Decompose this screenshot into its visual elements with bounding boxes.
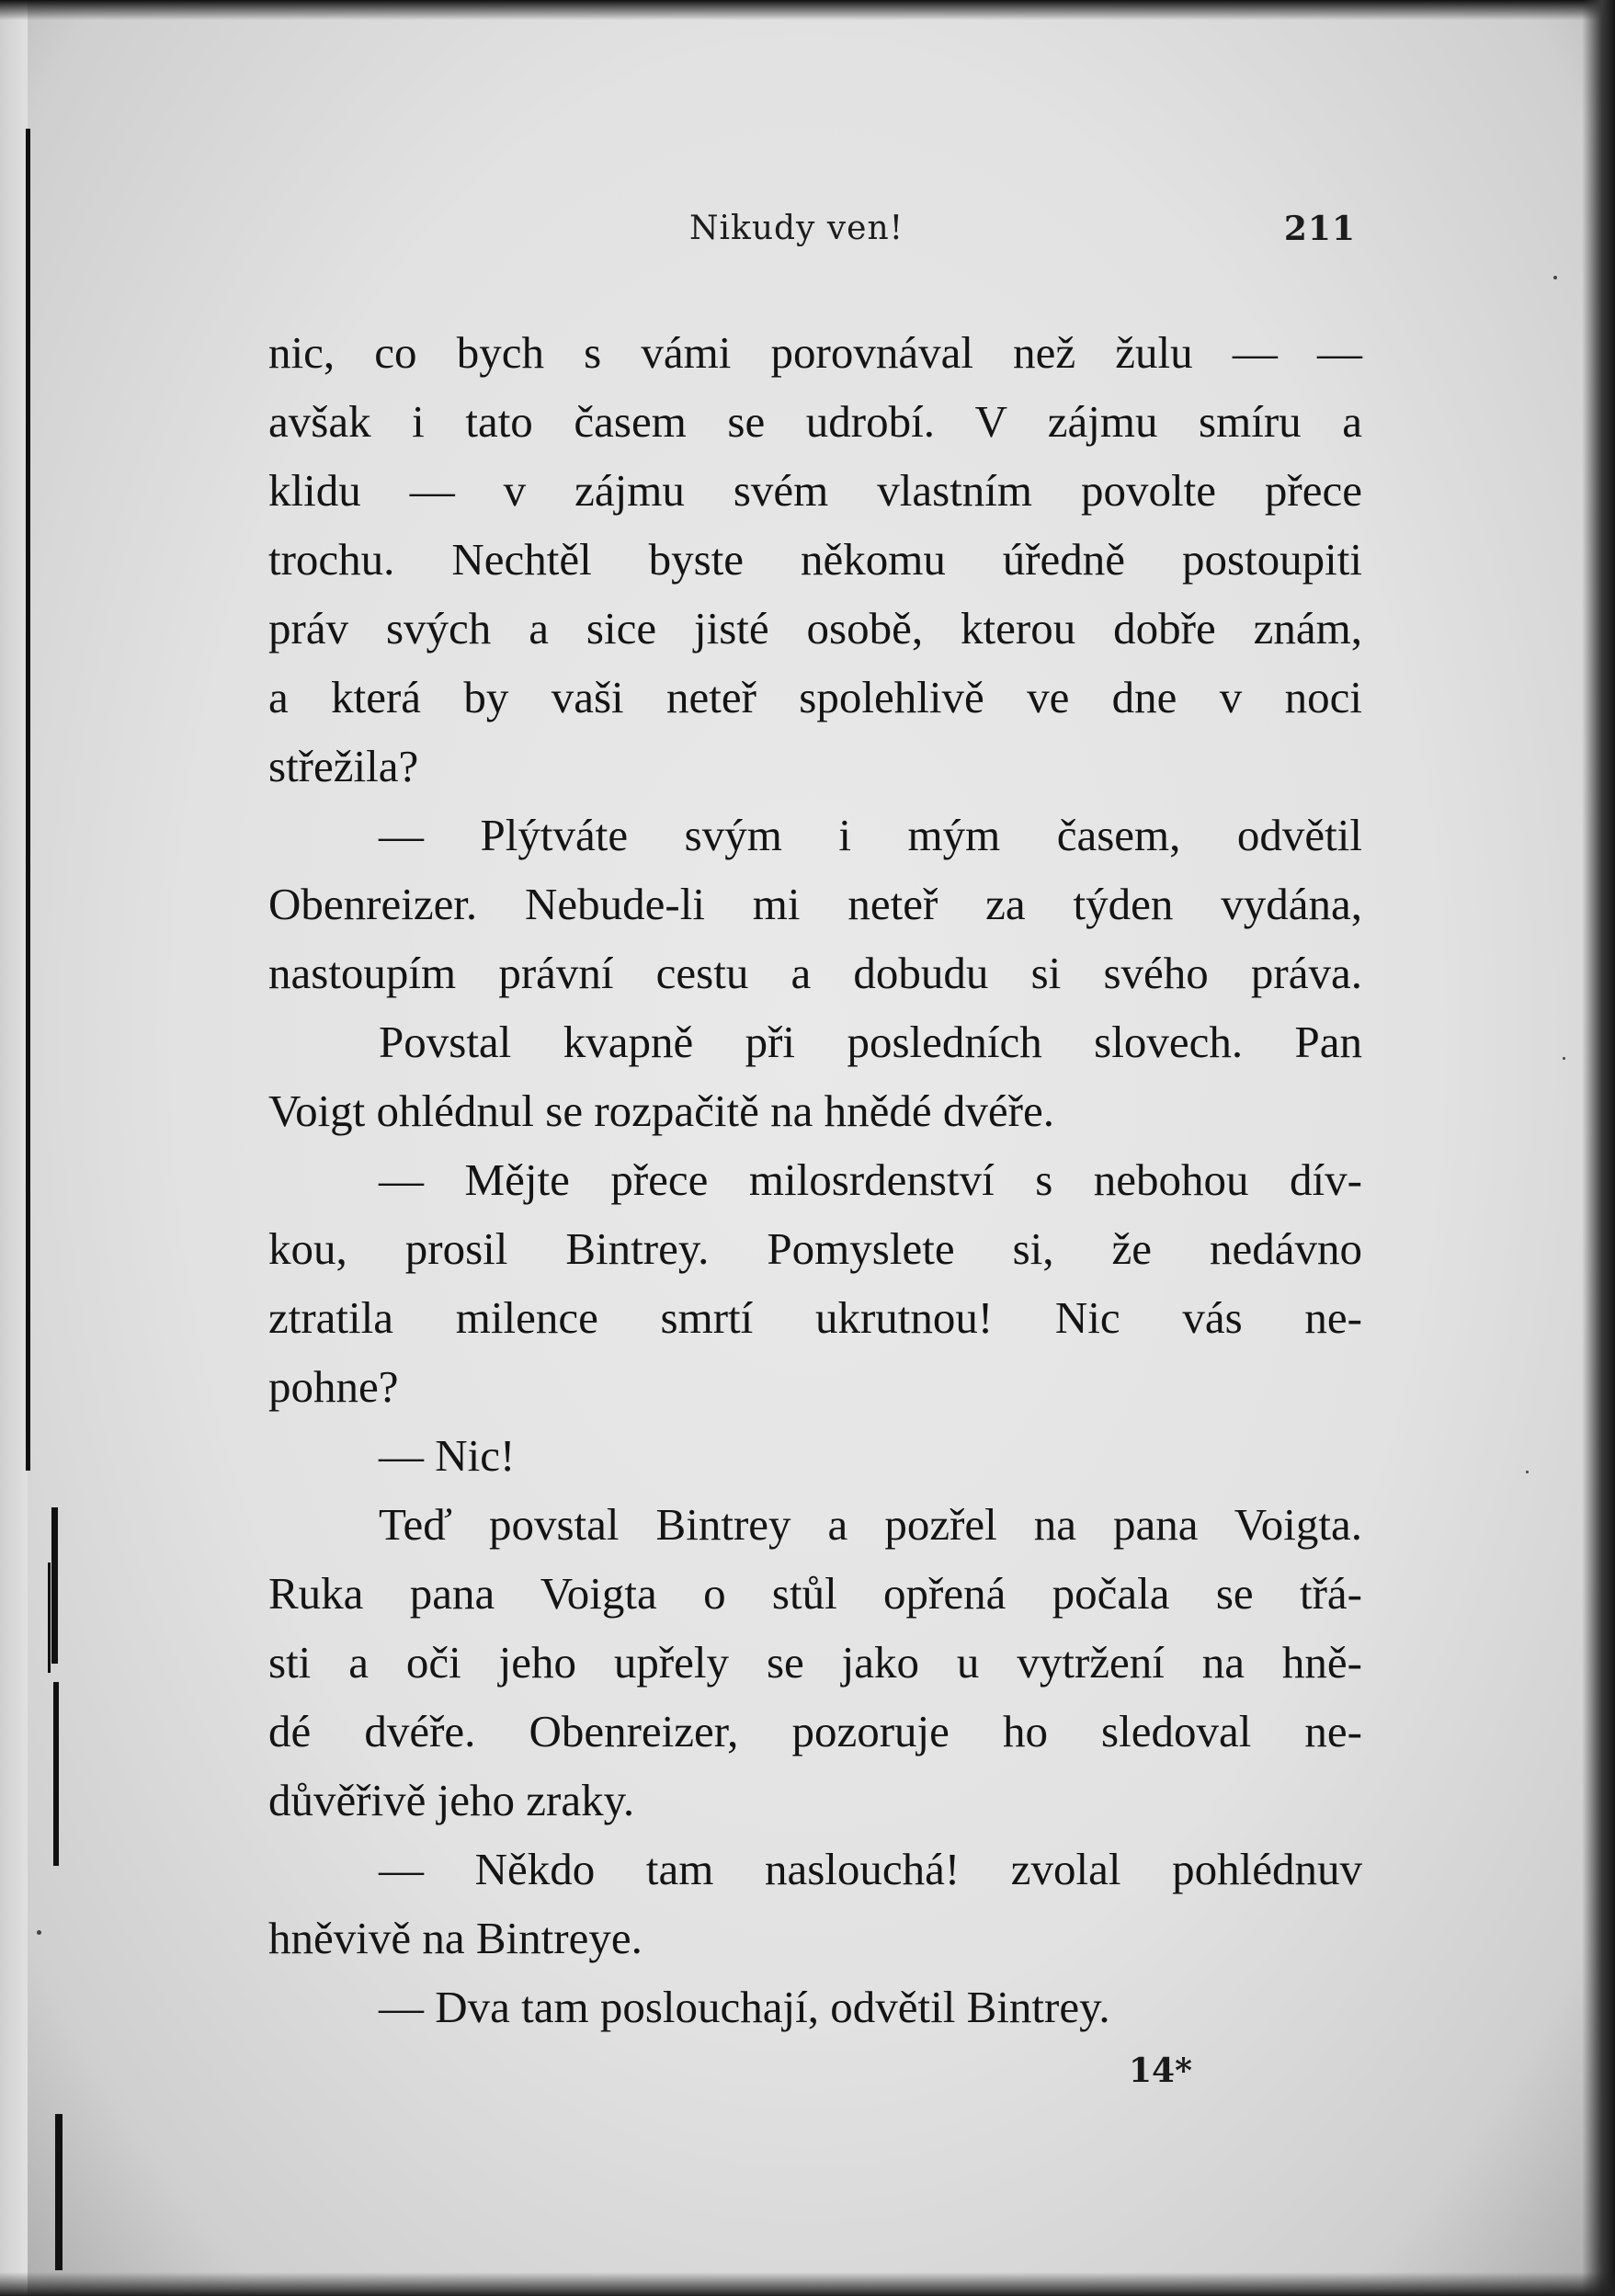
page-header	[276, 210, 1356, 256]
binding-edge-line	[48, 1563, 51, 1673]
text-line: hněvivě na Bintreye.	[268, 1913, 643, 1963]
text-line: — Plýtváte svým i mým časem, odvětil	[379, 810, 1362, 860]
text-line: — Dva tam poslouchají, odvětil Bintrey.	[379, 1982, 1110, 2032]
body-text	[268, 318, 1362, 2041]
text-line: — Někdo tam naslouchá! zvolal pohlédnuv	[379, 1844, 1362, 1894]
text-line: klidu — v zájmu svém vlastním povolte přece	[268, 465, 1362, 516]
text-line: Ruka pana Voigta o stůl opřená počala se třá-	[268, 1568, 1362, 1619]
text-line: trochu. Nechtěl byste někomu úředně postoupiti	[268, 534, 1362, 585]
text-line: nic, co bych s vámi porovnával než žulu — —	[268, 327, 1362, 378]
left-margin-shadow	[0, 0, 28, 2296]
binding-edge-line	[51, 1507, 58, 1664]
binding-edge-line	[55, 2114, 63, 2270]
text-line: — Mějte přece milosrdenství s nebohou dív-	[379, 1154, 1362, 1205]
text-line: důvěřivě jeho zraky.	[268, 1775, 635, 1825]
scan-speck	[1526, 1471, 1529, 1473]
text-line: Povstal kvapně při posledních slovech. Pan	[379, 1017, 1362, 1067]
text-line: — Nic!	[379, 1430, 516, 1481]
text-line: ztratila milence smrtí ukrutnou! Nic vás ne-	[268, 1292, 1362, 1343]
text-line: avšak i tato časem se udrobí. V zájmu smíru a	[268, 396, 1362, 447]
text-line: Obenreizer. Nebude-li mi neteř za týden vydána,	[268, 879, 1362, 929]
text-line: pohne?	[268, 1361, 399, 1412]
text-line: sti a oči jeho upřely se jako u vytržení na hně-	[268, 1637, 1362, 1688]
text-line: dé dvéře. Obenreizer, pozoruje ho sledoval ne-	[268, 1706, 1362, 1756]
text-line: nastoupím právní cestu a dobudu si svého práva.	[268, 948, 1362, 998]
top-scan-edge	[0, 0, 1615, 20]
text-line: Teď povstal Bintrey a pozřel na pana Voigta.	[379, 1499, 1362, 1550]
bottom-scan-edge	[0, 2272, 1615, 2296]
text-line: střežila?	[268, 741, 419, 791]
text-line: kou, prosil Bintrey. Pomyslete si, že nedávno	[268, 1223, 1362, 1274]
right-scan-edge	[1582, 0, 1615, 2296]
text-line: práv svých a sice jisté osobě, kterou dobře znám,	[268, 603, 1362, 654]
scan-speck	[37, 1930, 41, 1935]
scan-speck	[1553, 276, 1557, 279]
binding-edge-line	[26, 129, 30, 1471]
running-title: Nikudy ven!	[689, 210, 904, 247]
text-line: Voigt ohlédnul se rozpačitě na hnědé dvéře.	[268, 1085, 1054, 1136]
signature-mark: 14*	[1129, 2052, 1192, 2090]
binding-edge-line	[53, 1682, 59, 1866]
text-line: a která by vaši neteř spolehlivě ve dne v noci	[268, 672, 1362, 722]
scan-speck	[1563, 1057, 1565, 1060]
page-number: 211	[1283, 210, 1356, 248]
